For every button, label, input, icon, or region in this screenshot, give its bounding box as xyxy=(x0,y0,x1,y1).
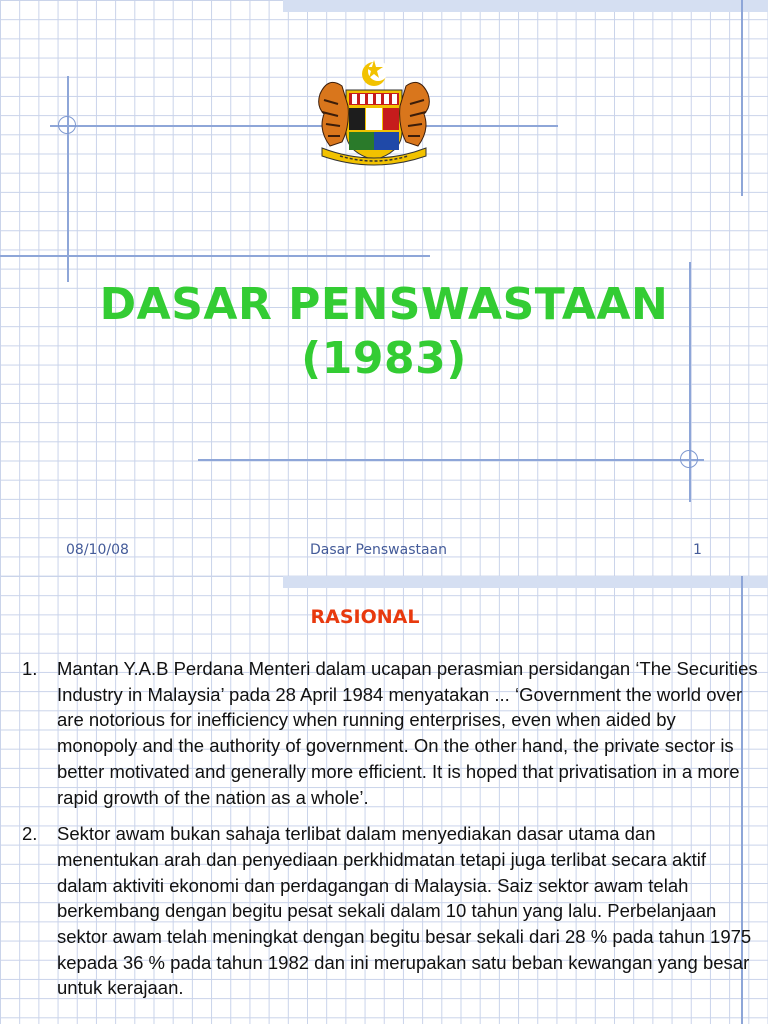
footer-title: Dasar Penswastaan xyxy=(310,542,448,558)
list-item-number: 1. xyxy=(22,658,38,679)
footer-date: 08/10/08 xyxy=(66,542,129,558)
slide-2 xyxy=(0,576,768,1024)
decor-circle xyxy=(680,450,698,468)
decor-line xyxy=(0,255,430,257)
list-item-text: Sektor awam bukan sahaja terlibat dalam menyediakan dasar utama dan menentukan arah dan penyediaan perkhidmatan tetapi juga terlibat secara aktif dalam aktiviti ekonomi dan perdagangan di Malaysia. Saiz sektor awam telah berkembang dengan begitu pesat sekali dalam 10 tahun yang lalu. Perbelanjaan sektor awam telah meningkat dengan begitu besar sekali dari 28 % pada tahun 1975 kepada 36 % pada tahun 1982 dan ini merupakan satu beban kewangan yang besar untuk kerajaan. xyxy=(57,823,752,999)
top-accent-bar xyxy=(283,0,768,12)
title-line-2: (1983) xyxy=(301,333,467,384)
title-line-1: DASAR PENSWASTAAN xyxy=(99,279,669,330)
decor-line xyxy=(741,0,743,196)
section-heading: RASIONAL xyxy=(310,606,420,628)
top-accent-bar xyxy=(283,576,768,588)
coat-of-arms-icon xyxy=(312,56,436,168)
list-item-number: 2. xyxy=(22,823,38,845)
list-item xyxy=(22,656,760,810)
list-item-text: Mantan Y.A.B Perdana Menteri dalam ucapan perasmian persidangan ‘The Securities Industry in Malaysia’ pada 28 April 1984 menyatakan ... ‘Government the world over are notorious for inefficiency when running enterprises, even when aided by monopoly and the authority of government. On the other hand, the private sector is better motivated and generally more efficient. It is hoped that privatisation in a more rapid growth of the nation as a whole’. xyxy=(57,658,758,808)
list-item xyxy=(22,821,760,1001)
rationale-list xyxy=(22,656,760,1012)
decor-circle xyxy=(58,116,76,134)
decor-line xyxy=(198,459,704,461)
decor-line xyxy=(67,76,69,282)
decor-line xyxy=(50,125,558,127)
footer-page-number: 1 xyxy=(693,542,702,558)
slide-title xyxy=(0,278,768,386)
